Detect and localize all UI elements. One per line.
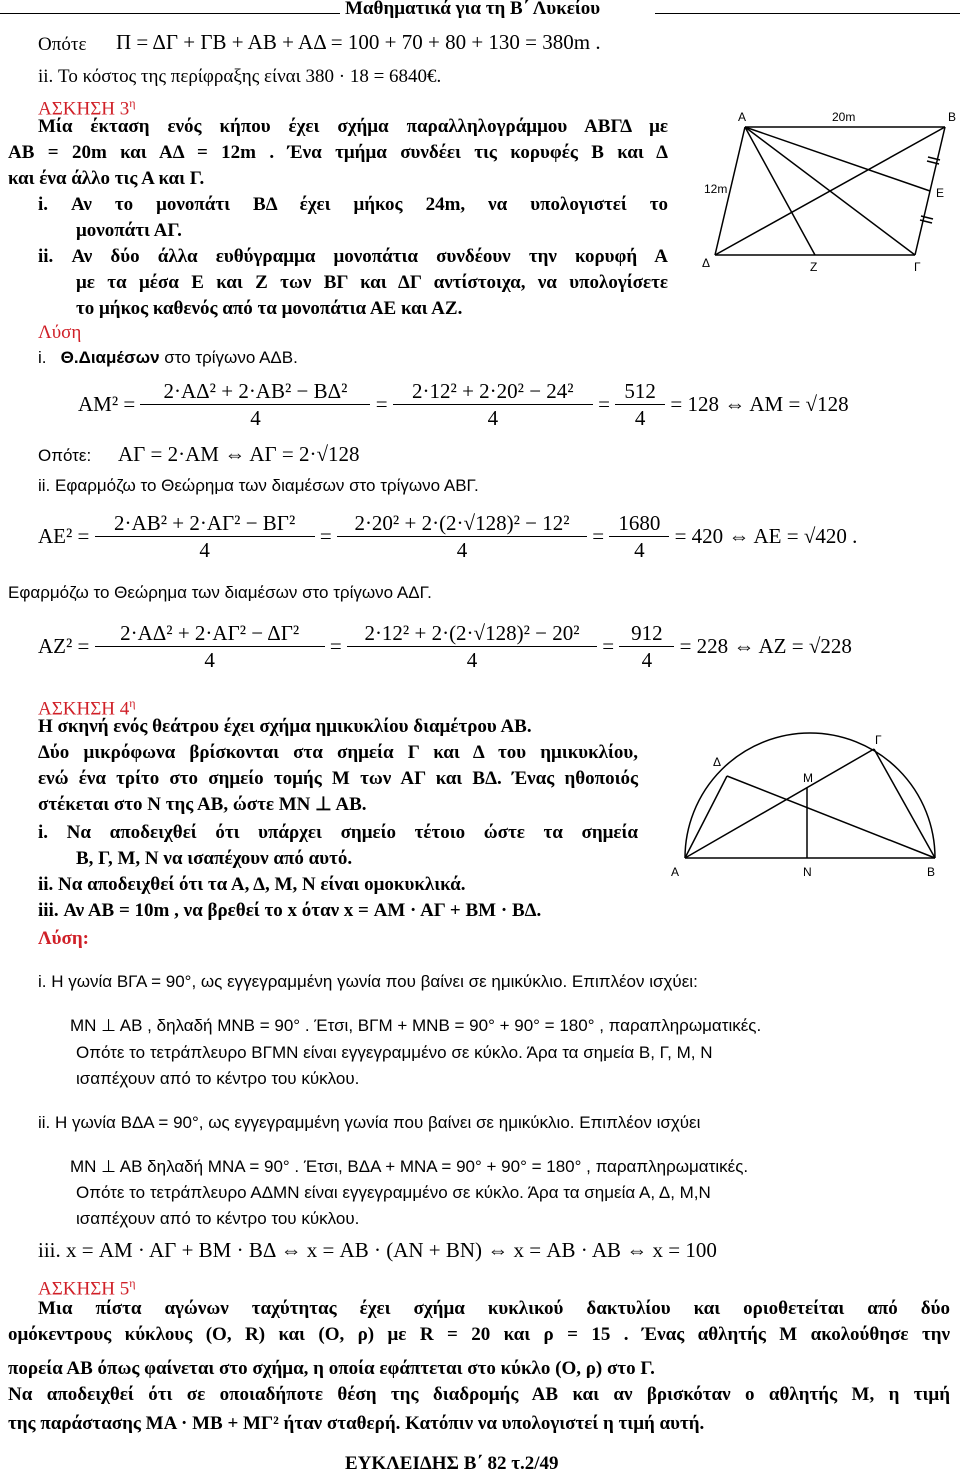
ex4-sol-i-3: Οπότε το τετράπλευρο ΒΓΜΝ είναι εγγεγραμμένο σε κύκλο. Άρα τα σημεία Β, Γ, Μ, Ν: [76, 1043, 713, 1062]
header-rule-left: [0, 13, 340, 14]
ex4-sol-ii-4: ισαπέχουν από το κέντρο του κύκλου.: [76, 1209, 360, 1228]
ex4-sol-iii: iii. x = ΑΜ · ΑΓ + ΒΜ · ΒΔ ⇔ x = ΑΒ · (ΑΝ + ΒΝ) ⇔ x = ΑΒ · ΑΒ ⇔ x = 100: [38, 1238, 717, 1262]
fig4-label-b: Β: [927, 865, 936, 879]
ex3-sol-iii: Εφαρμόζω το Θεώρημα των διαμέσων στο τρίγωνο ΑΔΓ.: [8, 583, 432, 602]
fig3-label-a: Α: [738, 110, 747, 124]
ex4-sol-i-2: ΜΝ ⊥ ΑΒ , δηλαδή ΜΝΒ = 90° . Έτσι, ΒΓΜ + ΜΝΒ = 90° + 90° = 180° , παραπληρωματικές.: [70, 1016, 762, 1035]
ex3-sol-ii: ii. Εφαρμόζω το Θεώρημα των διαμέσων στο τρίγωνο ΑΒΓ.: [38, 476, 479, 495]
then-label: Οπότε:: [38, 446, 92, 465]
ag-formula: ΑΓ = 2·ΑΜ ⇔ ΑΓ = 2·√128: [118, 442, 360, 466]
semicircle-figure: [665, 730, 955, 880]
ex4-statement-3: ενώ ένα τρίτο στο σημείο τομής Μ των ΑΓ και ΒΔ. Ένας ηθοποιός: [38, 768, 638, 789]
ex4-title: ΑΣΚΗΣΗ $4^\eta$: [38, 696, 136, 720]
ex4-statement-4: στέκεται στο Ν της ΑΒ, ώστε ΜΝ ⊥ ΑΒ.: [38, 794, 367, 815]
az-equation: ΑΖ² = $\frac{\text{2·ΑΔ² + 2·ΑΓ² − ΔΓ²}}{4}$ = $\frac{\text{2·12² + 2·(2·√128)² − 20²}}{4}$ = $\frac{912}{4}$ = 228 ⇔ ΑΖ = √228: [38, 621, 852, 672]
footer: ΕΥΚΛΕΙΔΗΣ Β΄ 82 τ.2/49: [345, 1453, 559, 1474]
fig4-label-n: Ν: [803, 865, 812, 879]
ex3-question-2: ii. Αν δύο άλλα ευθύγραμμα μονοπάτια συνδέουν την κορυφή Α: [38, 246, 668, 267]
ex4-solution-label: Λύση:: [38, 928, 89, 949]
fig3-len-top: 20m: [832, 110, 856, 124]
fig3-label-e: Ε: [936, 186, 945, 200]
fig4-label-a: Α: [671, 865, 680, 879]
cost-line: ii. Το κόστος της περίφραξης είναι 380 · 18 = 6840€.: [38, 66, 442, 87]
ex5-statement-2: ομόκεντρους κύκλους (Ο, R) και (Ο, ρ) με R = 20 και ρ = 15 . Ένας αθλητής Μ ακολούθησε την: [8, 1324, 950, 1345]
ex5-statement-1: Μια πίστα αγώνων ταχύτητας έχει σχήμα κυκλικού δακτυλίου και οριοθετείται από δύο: [38, 1298, 950, 1319]
ex5-title: ΑΣΚΗΣΗ $5^\eta$: [38, 1276, 136, 1300]
ex4-sol-ii-2: ΜΝ ⊥ ΑΒ δηλαδή ΜΝΑ = 90° . Έτσι, ΒΔΑ + ΜΝΑ = 90° + 90° = 180° , παραπληρωματικές.: [70, 1157, 749, 1176]
parallelogram-figure: [690, 105, 960, 285]
ex4-question-3: iii. Αν ΑΒ = 10m , να βρεθεί το x όταν x = ΑΜ · ΑΓ + ΒΜ · ΒΔ.: [38, 900, 542, 921]
ex3-sol-i: i. Θ.Διαμέσων στο τρίγωνο ΑΔΒ.: [38, 348, 298, 367]
ex3-question-2b: με τα μέσα Ε και Ζ των ΒΓ και ΔΓ αντίστοιχα, να υπολογίσετε: [76, 272, 668, 293]
ex3-solution-label: Λύση: [38, 322, 82, 343]
ex3-title: ΑΣΚΗΣΗ $3^\eta$: [38, 96, 136, 120]
ex4-sol-i-4: ισαπέχουν από το κέντρο του κύκλου.: [76, 1069, 360, 1088]
ex5-statement-4: Να αποδειχθεί ότι σε οποιαδήποτε θέση της διαδρομής ΑΒ και αν βρισκόταν ο αθλητής Μ, η τιμή: [8, 1384, 950, 1405]
ae-equation: ΑΕ² = $\frac{\text{2·ΑΒ² + 2·ΑΓ² − ΒΓ²}}{4}$ = $\frac{\text{2·20² + 2·(2·√128)² − 12²}}{4}$ = $\frac{1680}{4}$ = 420 ⇔ ΑΕ = √420 .: [38, 511, 858, 562]
header-rule-right: [655, 13, 960, 14]
fig3-len-left: 12m: [704, 182, 728, 196]
ex4-sol-ii-3: Οπότε το τετράπλευρο ΑΔΜΝ είναι εγγεγραμμένο σε κύκλο. Άρα τα σημεία Α, Δ, Μ,Ν: [76, 1183, 711, 1202]
ex3-statement-3: και ένα άλλο τις Α και Γ.: [8, 168, 205, 189]
ex3-statement-2: ΑΒ = 20m και ΑΔ = 12m . Ένα τμήμα συνδέει τις κορυφές Β και Δ: [8, 142, 668, 163]
ex4-sol-ii-1: ii. Η γωνία ΒΔΑ = 90°, ως εγγεγραμμένη γωνία που βαίνει σε ημικύκλιο. Επιπλέον ισχύει: [38, 1113, 701, 1132]
fig3-label-g: Γ: [914, 260, 921, 274]
ex3-question-1b: μονοπάτι ΑΓ.: [76, 220, 182, 241]
fig3-label-b: Β: [948, 110, 957, 124]
perimeter-prefix: Οπότε: [38, 34, 87, 55]
ex3-statement-1: Μία έκταση ενός κήπου έχει σχήμα παραλληλογράμμου ΑΒΓΔ με: [38, 116, 668, 137]
ex4-statement-2: Δύο μικρόφωνα βρίσκονται στα σημεία Γ και Δ του ημικυκλίου,: [38, 742, 638, 763]
fig4-label-m: Μ: [803, 771, 813, 785]
ex3-question-1: i. Αν το μονοπάτι ΒΔ έχει μήκος 24m, να υπολογιστεί το: [38, 194, 668, 215]
ex5-statement-5: της παράστασης ΜΑ · ΜΒ + ΜΓ² ήταν σταθερή. Κατόπιν να υπολογιστεί η τιμή αυτή.: [8, 1413, 705, 1434]
am-equation: ΑΜ² = $\frac{\text{2·ΑΔ² + 2·ΑΒ² − ΒΔ²}}{4}$ = $\frac{\text{2·12² + 2·20² − 24²}}{4}$ = $\frac{512}{4}$ = 128 ⇔ ΑΜ = √128: [78, 379, 849, 430]
ex4-question-1b: Β, Γ, Μ, Ν να ισαπέχουν από αυτό.: [76, 848, 353, 869]
ex4-statement-1: Η σκηνή ενός θεάτρου έχει σχήμα ημικυκλίου διαμέτρου ΑΒ.: [38, 716, 532, 737]
fig3-label-z: Ζ: [810, 260, 818, 274]
fig3-label-d: Δ: [702, 256, 711, 270]
fig4-label-d: Δ: [713, 755, 722, 769]
ex4-question-1: i. Να αποδειχθεί ότι υπάρχει σημείο τέτοιο ώστε τα σημεία: [38, 822, 638, 843]
ex5-statement-3: πορεία ΑΒ όπως φαίνεται στο σχήμα, η οποία εφάπτεται στο κύκλο (Ο, ρ) στο Γ.: [8, 1358, 655, 1379]
fig4-label-g: Γ: [875, 733, 882, 747]
ex3-question-2c: το μήκος καθενός από τα μονοπάτια ΑΕ και ΑΖ.: [76, 298, 463, 319]
ex4-sol-i-1: i. Η γωνία ΒΓΑ = 90°, ως εγγεγραμμένη γωνία που βαίνει σε ημικύκλιο. Επιπλέον ισχύει:: [38, 972, 698, 991]
perimeter-formula: Π = ΔΓ + ΓΒ + ΑΒ + ΑΔ = 100 + 70 + 80 + 130 = 380m .: [116, 30, 601, 54]
ex4-question-2: ii. Να αποδειχθεί ότι τα Α, Δ, Μ, Ν είναι ομοκυκλικά.: [38, 874, 466, 895]
running-header: Μαθηματικά για τη Β΄ Λυκείου: [345, 0, 601, 19]
